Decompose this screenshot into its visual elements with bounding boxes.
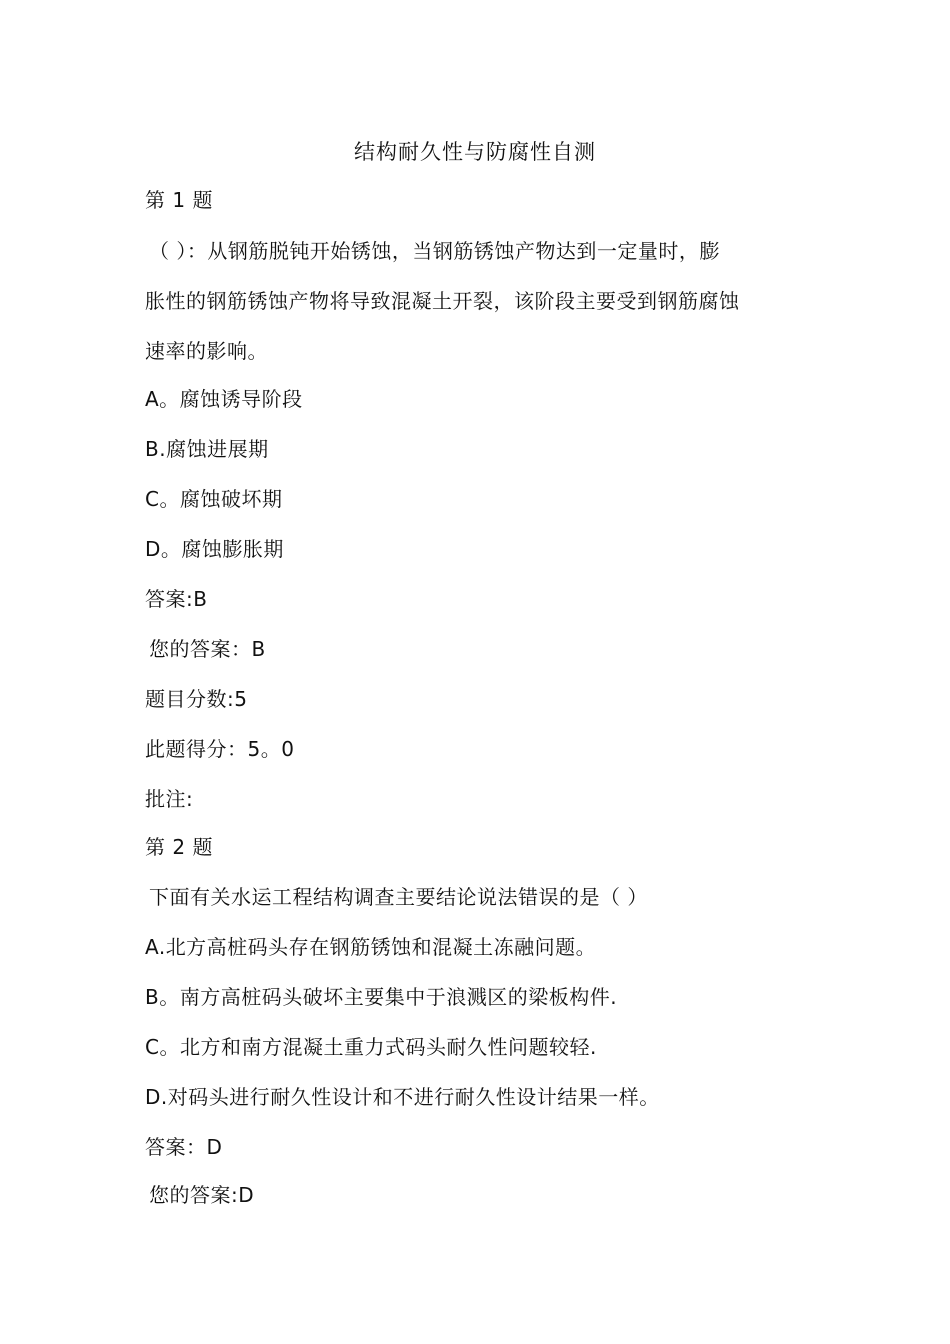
question-1-stem-line-3: 速率的影响。: [145, 339, 268, 363]
question-1-score-total: 题目分数:5: [145, 687, 248, 711]
question-1-option-a: A。腐蚀诱导阶段: [145, 387, 303, 411]
question-1-number: 第 1 题: [145, 188, 213, 212]
question-1-comment: 批注:: [145, 787, 194, 811]
page-title: 结构耐久性与防腐性自测: [354, 140, 596, 164]
question-1-score-got: 此题得分：5。0: [145, 737, 295, 761]
question-1-option-b: B.腐蚀进展期: [145, 437, 269, 461]
question-1-option-c: C。腐蚀破坏期: [145, 487, 283, 511]
question-1-answer: 答案:B: [145, 587, 208, 611]
question-2-option-c: C。北方和南方混凝土重力式码头耐久性问题较轻.: [145, 1035, 597, 1059]
question-2-your-answer: 您的答案:D: [149, 1183, 255, 1207]
question-1-your-answer: 您的答案：B: [149, 637, 266, 661]
question-2-option-d: D.对码头进行耐久性设计和不进行耐久性设计结果一样。: [145, 1085, 660, 1109]
question-2-answer: 答案：D: [145, 1135, 223, 1159]
question-2-number: 第 2 题: [145, 835, 213, 859]
question-1-stem-line-1: （ ）：从钢筋脱钝开始锈蚀，当钢筋锈蚀产物达到一定量时，膨: [149, 239, 720, 263]
question-2-option-b: B。南方高桩码头破坏主要集中于浪溅区的梁板构件.: [145, 985, 618, 1009]
question-2-stem: 下面有关水运工程结构调查主要结论说法错误的是（ ）: [149, 885, 648, 909]
question-2-option-a: A.北方高桩码头存在钢筋锈蚀和混凝土冻融问题。: [145, 935, 597, 959]
question-1-option-d: D。腐蚀膨胀期: [145, 537, 284, 561]
question-1-stem-line-2: 胀性的钢筋锈蚀产物将导致混凝土开裂，该阶段主要受到钢筋腐蚀: [145, 289, 740, 313]
